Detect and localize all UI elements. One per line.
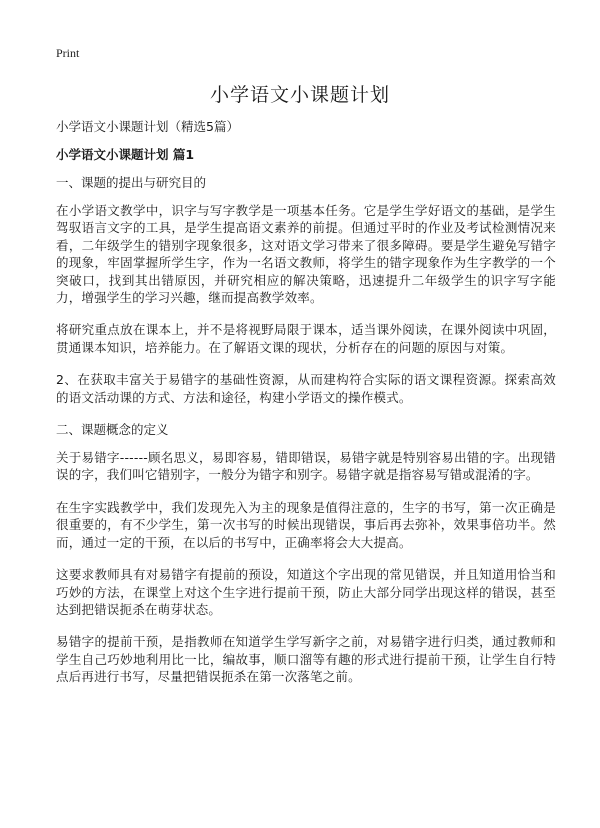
paragraph-1: 在小学语文教学中，识字与写字教学是一项基本任务。它是学生学好语文的基础，是学生驾驭语言文字的工具，是学生提高语文素养的前提。但通过平时的作业及考试检测情况来看，二年级学生的错别字现象很多，这对语文学习带来了很多障碍。要是学生避免写错字的现象，牢固掌握所学生字，作为一名语文教师，将学生的错字现象作为生字教学的一个突破口，找到其出错原因，并研究相应的解决策略，迅速提升二年级学生的识字写字能力，增强学生的学习兴趣，继而提高教学效率。 — [56, 203, 556, 306]
paragraph-3: 2、在获取丰富关于易错字的基础性资源，从而建构符合实际的语文课程资源。探索高效的语文活动课的方式、方法和途径，构建小学语文的操作模式。 — [56, 372, 556, 405]
document-subtitle: 小学语文小课题计划（精选5篇） — [56, 119, 239, 134]
section-title: 小学语文小课题计划 篇1 — [56, 147, 195, 162]
paragraph-2: 将研究重点放在课本上，并不是将视野局限于课本，适当课外阅读，在课外阅读中巩固，贯通课本知识，培养能力。在了解语文课的现状，分析存在的问题的原因与对策。 — [56, 322, 556, 355]
document-body — [56, 118, 556, 701]
paragraph-7: 易错字的提前干预，是指教师在知道学生学写新字之前，对易错字进行归类，通过教师和学生自己巧妙地利用比一比，编故事，顺口溜等有趣的形式进行提前干预，让学生自行特点后再进行书写，尽量把错误扼杀在第一次落笔之前。 — [56, 634, 556, 685]
heading-definition: 二、课题概念的定义 — [56, 422, 169, 438]
paragraph-6: 这要求教师具有对易错字有提前的预设，知道这个字出现的常见错误，并且知道用恰当和巧妙的方法，在课堂上对这个生字进行提前干预，防止大部分同学出现这样的错误，甚至达到把错误扼杀在萌芽状态。 — [56, 567, 556, 617]
print-label[interactable]: Print — [56, 46, 80, 60]
document-title: 小学语文小课题计划 — [209, 84, 390, 106]
paragraph-5: 在生字实践教学中，我们发现先入为主的现象是值得注意的，生字的书写，第一次正确是很重要的，有不少学生，第一次书写的时候出现错误，事后再去弥补，效果事倍功半。然而，通过一定的干预，在以后的书写中，正确率将会大大提高。 — [56, 499, 556, 550]
paragraph-4: 关于易错字------顾名思义，易即容易，错即错误，易错字就是特别容易出错的字。出现错误的字，我们叫它错别字，一般分为错字和别字。易错字就是指容易写错或混淆的字。 — [56, 450, 556, 483]
heading-purpose: 一、课题的提出与研究目的 — [56, 175, 207, 190]
